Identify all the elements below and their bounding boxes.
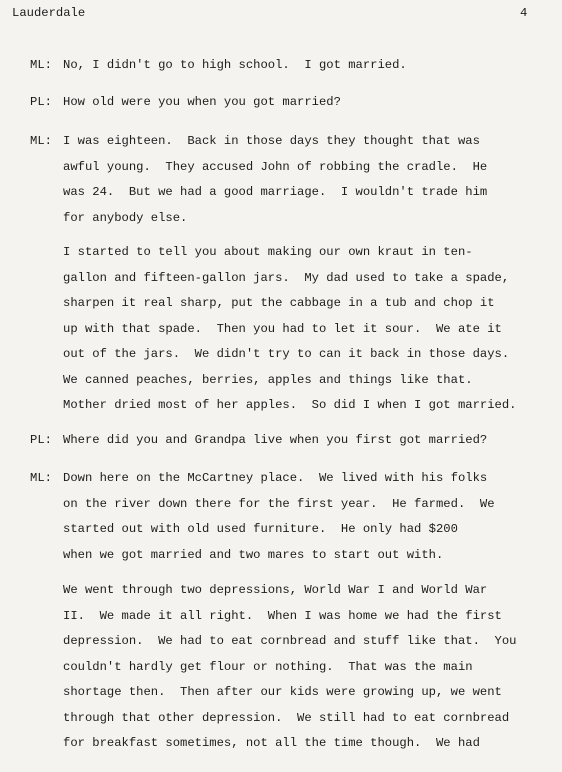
speaker-label: PL: xyxy=(30,95,52,109)
text-line: through that other depression. We still had to eat cornbread xyxy=(63,710,510,725)
speaker-label: PL: xyxy=(30,433,52,447)
text-line: II. We made it all right. When I was home we had the first xyxy=(63,608,502,623)
text-line: shortage then. Then after our kids were growing up, we went xyxy=(63,685,502,699)
speaker-label: ML: xyxy=(30,134,52,148)
text-line: when we got married and two mares to start out with. xyxy=(63,547,444,562)
text-line: up with that spade. Then you had to let it sour. We ate it xyxy=(63,321,502,336)
entry-text xyxy=(63,468,495,570)
text-line: Mother dried most of her apples. So did I when I got married. xyxy=(63,398,517,412)
text-line: for anybody else. xyxy=(63,210,188,225)
text-line: depression. We had to eat cornbread and stuff like that. You xyxy=(63,634,517,648)
text-line: Down here on the McCartney place. We lived with his folks xyxy=(63,471,488,485)
text-line: We went through two depressions, World War I and World War xyxy=(63,583,488,597)
text-line: How old were you when you got married? xyxy=(63,95,341,109)
text-line: I was eighteen. Back in those days they thought that was xyxy=(63,134,480,148)
header-name: Lauderdale xyxy=(12,6,86,20)
text-line: started out with old used furniture. He only had $200 xyxy=(63,522,458,536)
text-line: awful young. They accused John of robbing the cradle. He xyxy=(63,159,488,174)
text-line: out of the jars. We didn't try to can it back in those days. xyxy=(63,347,510,361)
text-line: No, I didn't go to high school. I got married. xyxy=(63,58,407,72)
entry-text xyxy=(63,430,487,456)
speaker-label: ML: xyxy=(30,58,52,72)
text-line: for breakfast sometimes, not all the time though. We had xyxy=(63,736,480,750)
entry-text xyxy=(63,92,341,118)
entry-text xyxy=(63,580,516,759)
speaker-label: ML: xyxy=(30,471,52,485)
entry-text xyxy=(63,242,516,421)
text-line: couldn't hardly get flour or nothing. That was the main xyxy=(63,659,473,674)
text-line: was 24. But we had a good marriage. I wouldn't trade him xyxy=(63,185,488,199)
entry-text xyxy=(63,55,407,81)
text-line: I started to tell you about making our own kraut in ten- xyxy=(63,245,473,259)
page-number: 4 xyxy=(520,6,528,20)
text-line: We canned peaches, berries, apples and things like that. xyxy=(63,372,473,387)
text-line: on the river down there for the first year. He farmed. We xyxy=(63,496,495,511)
text-line: gallon and fifteen-gallon jars. My dad used to take a spade, xyxy=(63,270,510,285)
entry-text xyxy=(63,131,487,233)
text-line: Where did you and Grandpa live when you first got married? xyxy=(63,433,488,447)
text-line: sharpen it real sharp, put the cabbage in a tub and chop it xyxy=(63,296,495,310)
